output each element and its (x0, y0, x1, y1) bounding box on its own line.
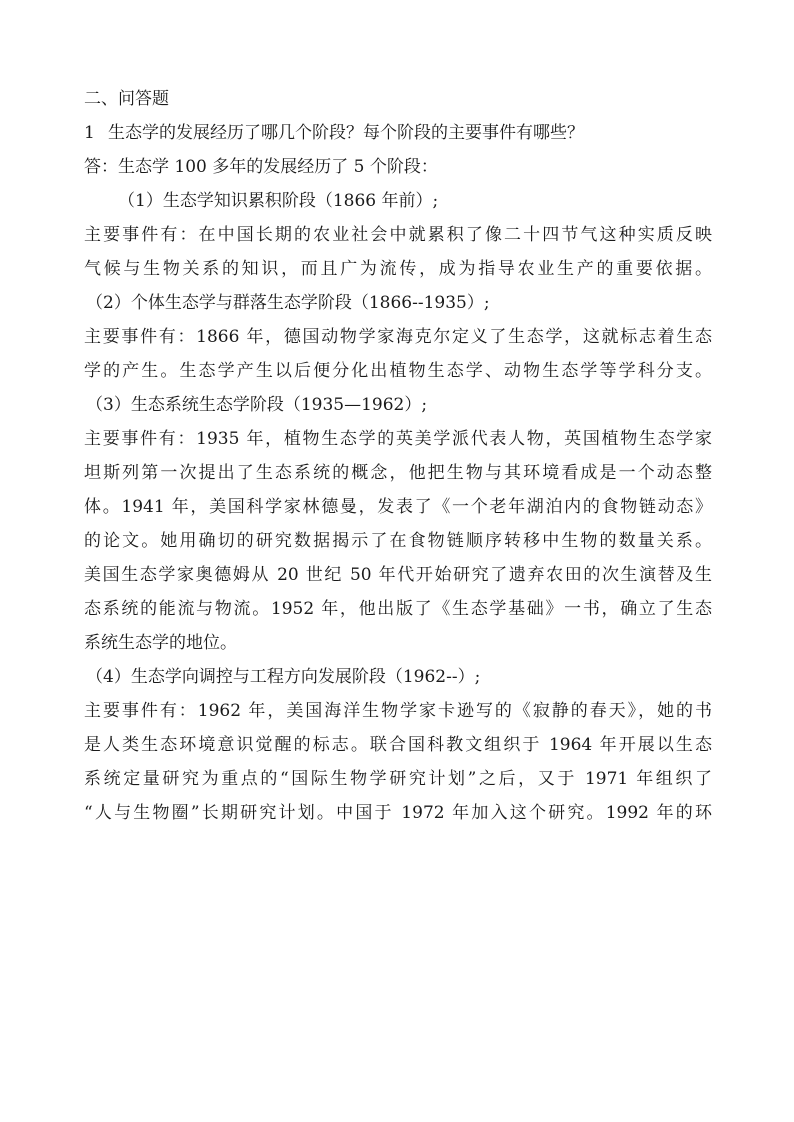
stage-body-line: 美国生态学家奥德姆从 20 世纪 50 年代开始研究了遗弃农田的次生演替及生 (84, 565, 712, 585)
stage-body-line: 态系统的能流与物流。1952 年，他出版了《生态学基础》一书，确立了生态 (84, 599, 712, 619)
question-number: 1 (84, 123, 95, 143)
section-title: 二、问答题 (84, 89, 169, 109)
stage-body-line: 系统生态学的地位。 (84, 633, 237, 653)
document-page (84, 82, 712, 830)
answer-intro: 答：生态学 100 多年的发展经历了 5 个阶段： (84, 157, 438, 177)
stage-body-line: “人与生物圈”长期研究计划。中国于 1972 年加入这个研究。1992 年的环 (84, 803, 712, 823)
stage-heading: （4）生态学向调控与工程方向发展阶段（1962--）; (86, 667, 481, 687)
stage-body-line: 是人类生态环境意识觉醒的标志。联合国科教文组织于 1964 年开展以生态 (84, 735, 712, 755)
stage-body-line: 系统定量研究为重点的“国际生物学研究计划”之后，又于 1971 年组织了 (84, 769, 712, 789)
question-line (84, 116, 712, 150)
stage-body-line: 主要事件有：1962 年，美国海洋生物学家卡逊写的《寂静的春天》，她的书 (84, 701, 712, 721)
stage-body-line: 体。1941 年，美国科学家林德曼，发表了《一个老年湖泊内的食物链动态》 (84, 497, 712, 517)
stage-heading: （3）生态系统生态学阶段（1935—1962）; (86, 395, 428, 415)
stage-body-line: 坦斯列第一次提出了生态系统的概念，他把生物与其环境看成是一个动态整 (84, 463, 712, 483)
stage-body-line: 气候与生物关系的知识，而且广为流传，成为指导农业生产的重要依据。 (84, 259, 712, 279)
question-text: 生态学的发展经历了哪几个阶段？每个阶段的主要事件有哪些？ (108, 123, 584, 143)
stage-body-line: 主要事件有：在中国长期的农业社会中就累积了像二十四节气这种实质反映 (84, 225, 712, 245)
stage-body-line: 主要事件有：1935 年，植物生态学的英美学派代表人物，英国植物生态学家 (84, 429, 712, 449)
stage-body-line: 的论文。她用确切的研究数据揭示了在食物链顺序转移中生物的数量关系。 (84, 531, 712, 551)
stage-heading: （1）生态学知识累积阶段（1866 年前）; (118, 191, 439, 211)
stage-body-line: 主要事件有：1866 年，德国动物学家海克尔定义了生态学，这就标志着生态 (84, 327, 712, 347)
stage-heading: （2）个体生态学与群落生态学阶段（1866--1935）; (86, 293, 490, 313)
stage-body-line: 学的产生。生态学产生以后便分化出植物生态学、动物生态学等学科分支。 (84, 361, 712, 381)
